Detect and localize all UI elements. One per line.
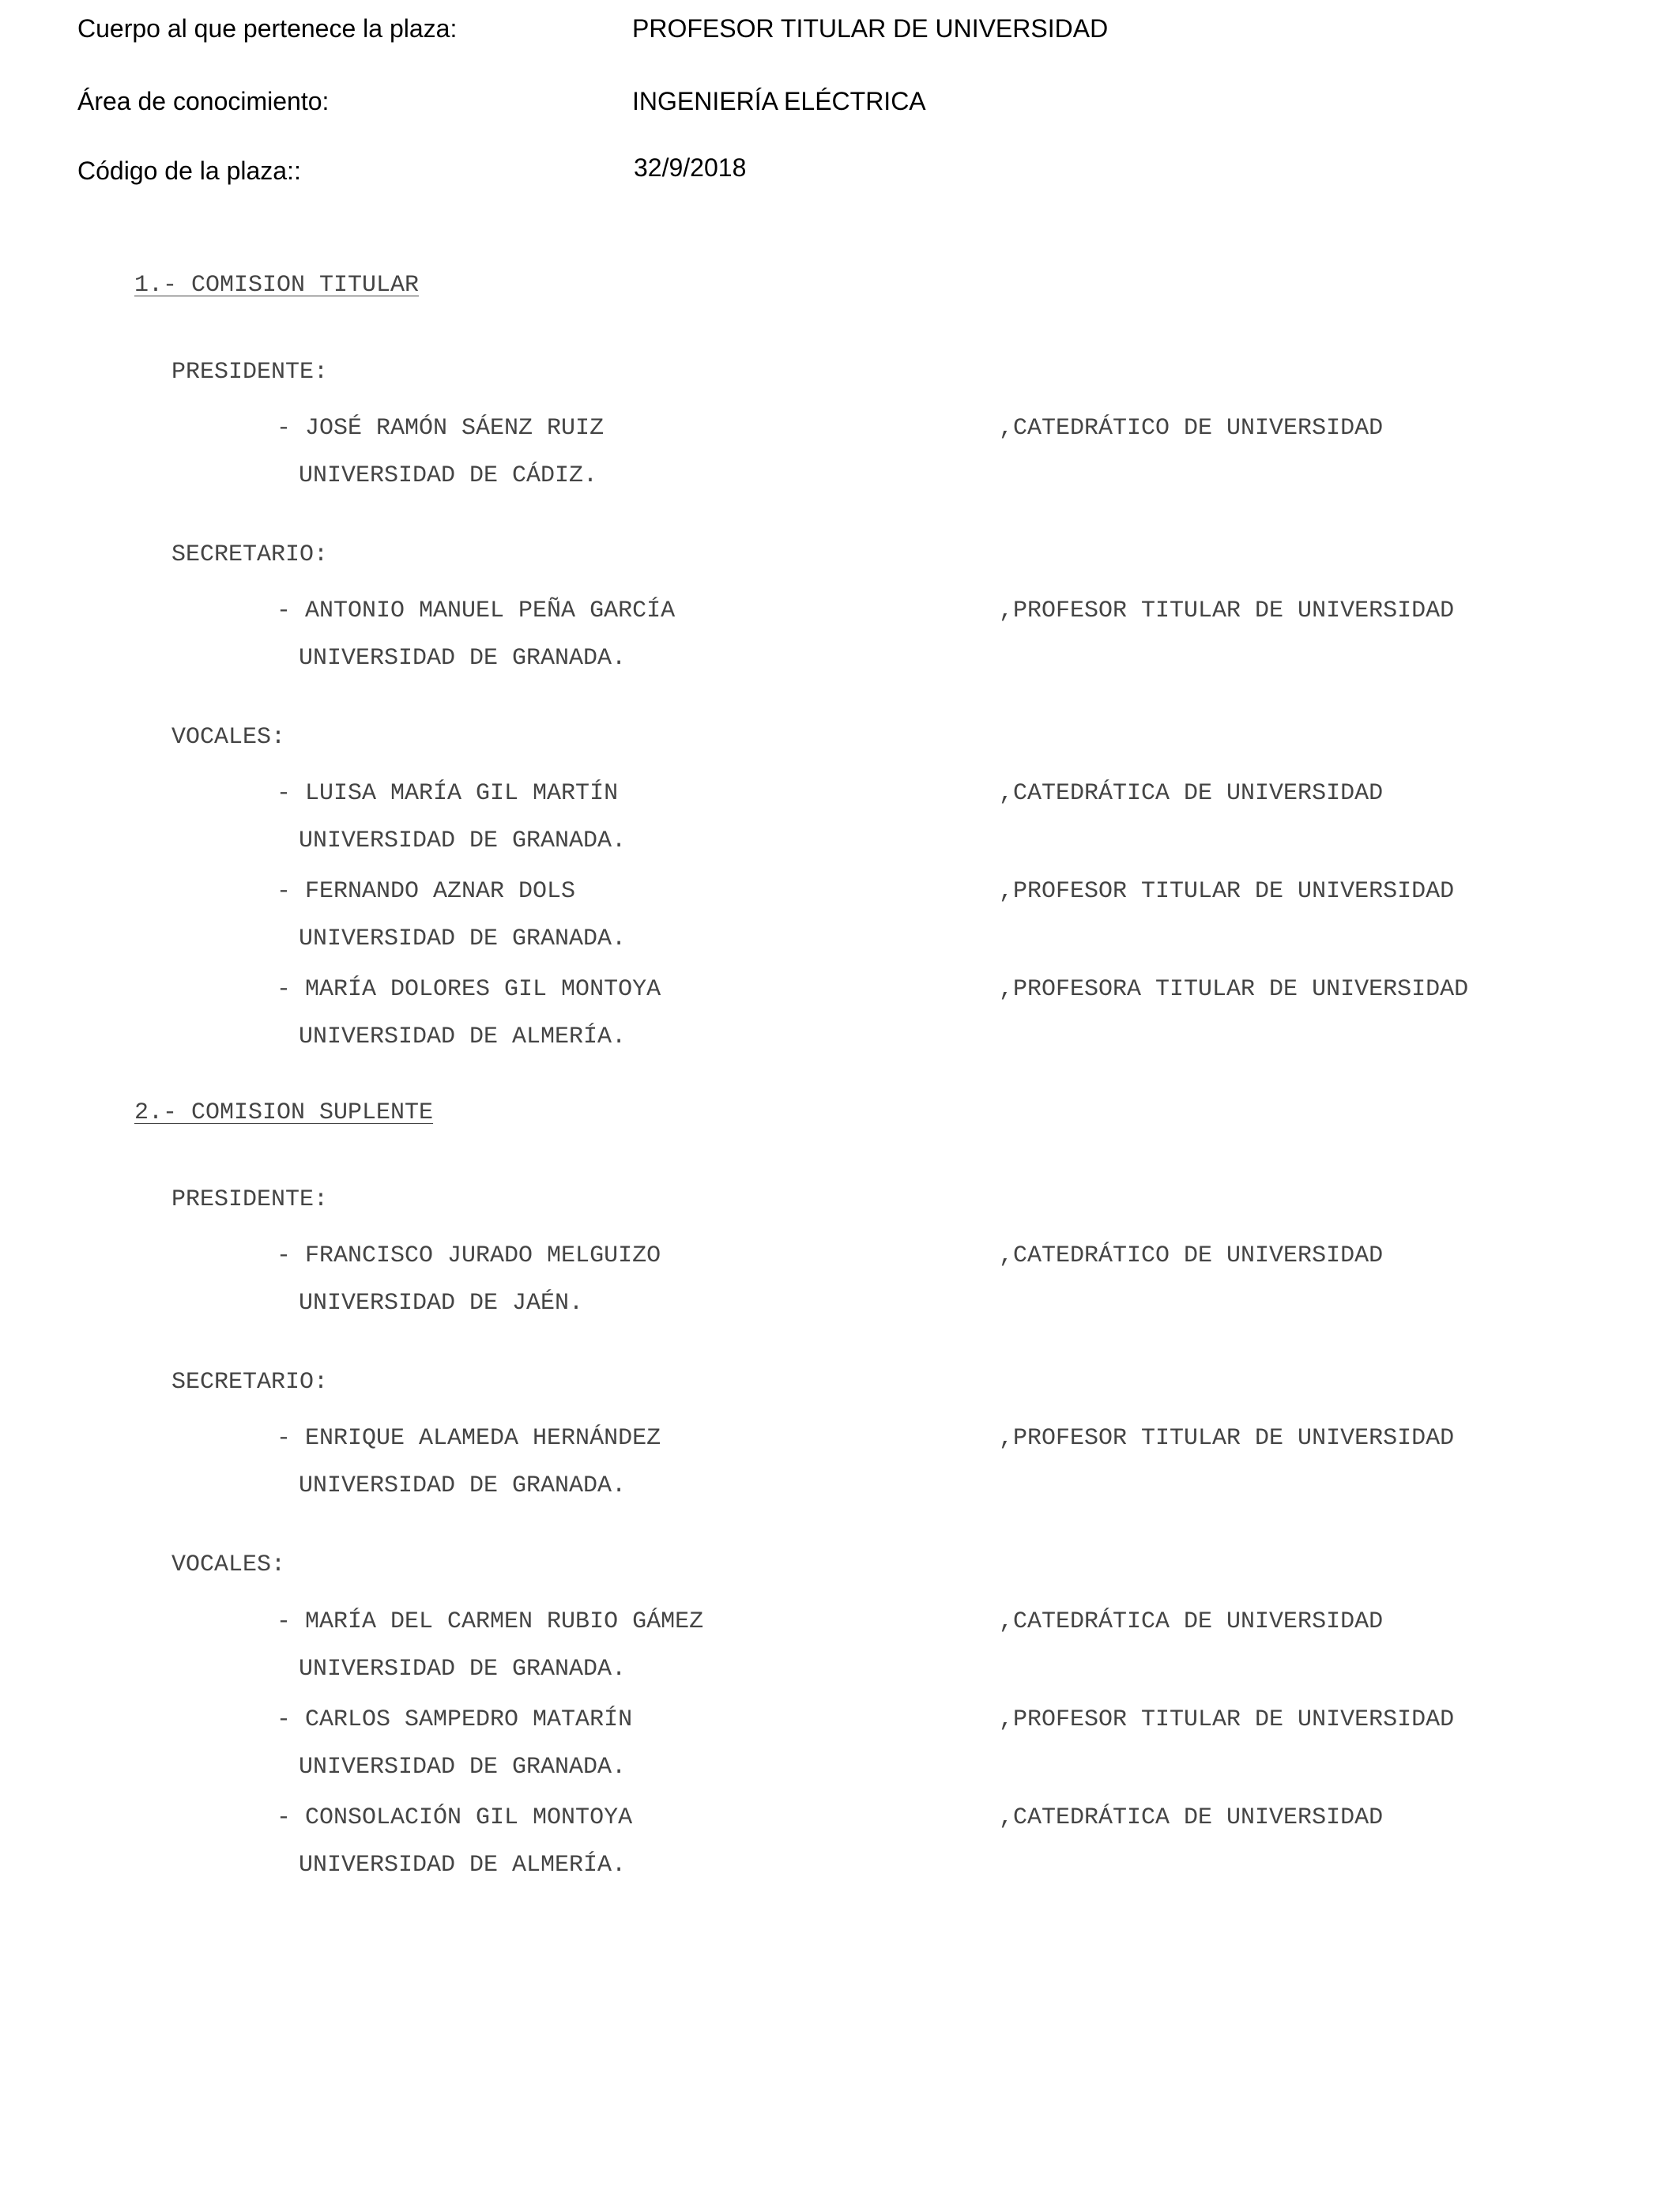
titular-presidente-label: PRESIDENTE: bbox=[171, 359, 329, 386]
cuerpo-value: PROFESOR TITULAR DE UNIVERSIDAD bbox=[632, 14, 1109, 43]
titular-secretario-role: ,PROFESOR TITULAR DE UNIVERSIDAD bbox=[999, 598, 1455, 624]
titular-vocal-2-university: UNIVERSIDAD DE GRANADA. bbox=[299, 925, 627, 952]
suplente-secretario-role: ,PROFESOR TITULAR DE UNIVERSIDAD bbox=[999, 1425, 1455, 1452]
titular-vocal-1-university: UNIVERSIDAD DE GRANADA. bbox=[299, 827, 627, 854]
suplente-presidente-name: - FRANCISCO JURADO MELGUIZO bbox=[277, 1242, 661, 1269]
titular-vocal-3-role: ,PROFESORA TITULAR DE UNIVERSIDAD bbox=[999, 976, 1469, 1003]
area-label: Área de conocimiento: bbox=[77, 87, 330, 115]
cuerpo-label: Cuerpo al que pertenece la plaza: bbox=[77, 14, 458, 43]
titular-secretario-name: - ANTONIO MANUEL PEÑA GARCÍA bbox=[277, 598, 676, 624]
titular-vocal-3-university: UNIVERSIDAD DE ALMERÍA. bbox=[299, 1023, 627, 1050]
titular-vocal-2-name: - FERNANDO AZNAR DOLS bbox=[277, 878, 576, 905]
suplente-vocal-3-role: ,CATEDRÁTICA DE UNIVERSIDAD bbox=[999, 1804, 1384, 1831]
titular-vocal-1-name: - LUISA MARÍA GIL MARTÍN bbox=[277, 780, 619, 807]
suplente-vocal-2-role: ,PROFESOR TITULAR DE UNIVERSIDAD bbox=[999, 1706, 1455, 1733]
codigo-value: 32/9/2018 bbox=[634, 153, 747, 182]
titular-presidente-name: - JOSÉ RAMÓN SÁENZ RUIZ bbox=[277, 415, 605, 442]
suplente-presidente-label: PRESIDENTE: bbox=[171, 1186, 329, 1213]
titular-presidente-role: ,CATEDRÁTICO DE UNIVERSIDAD bbox=[999, 415, 1384, 442]
suplente-secretario-university: UNIVERSIDAD DE GRANADA. bbox=[299, 1472, 627, 1499]
suplente-presidente-role: ,CATEDRÁTICO DE UNIVERSIDAD bbox=[999, 1242, 1384, 1269]
suplente-vocal-1-university: UNIVERSIDAD DE GRANADA. bbox=[299, 1656, 627, 1683]
titular-presidente-university: UNIVERSIDAD DE CÁDIZ. bbox=[299, 462, 598, 489]
titular-vocal-1-role: ,CATEDRÁTICA DE UNIVERSIDAD bbox=[999, 780, 1384, 807]
codigo-label: Código de la plaza:: bbox=[77, 156, 301, 185]
titular-vocal-3-name: - MARÍA DOLORES GIL MONTOYA bbox=[277, 976, 661, 1003]
suplente-heading: 2.- COMISION SUPLENTE bbox=[134, 1099, 434, 1126]
suplente-secretario-name: - ENRIQUE ALAMEDA HERNÁNDEZ bbox=[277, 1425, 661, 1452]
titular-vocal-2-role: ,PROFESOR TITULAR DE UNIVERSIDAD bbox=[999, 878, 1455, 905]
suplente-vocal-2-name: - CARLOS SAMPEDRO MATARÍN bbox=[277, 1706, 633, 1733]
titular-secretario-university: UNIVERSIDAD DE GRANADA. bbox=[299, 645, 627, 672]
suplente-vocal-3-university: UNIVERSIDAD DE ALMERÍA. bbox=[299, 1852, 627, 1879]
titular-vocales-label: VOCALES: bbox=[171, 724, 286, 751]
suplente-vocal-1-role: ,CATEDRÁTICA DE UNIVERSIDAD bbox=[999, 1608, 1384, 1635]
suplente-vocales-label: VOCALES: bbox=[171, 1551, 286, 1578]
suplente-vocal-2-university: UNIVERSIDAD DE GRANADA. bbox=[299, 1754, 627, 1781]
suplente-presidente-university: UNIVERSIDAD DE JAÉN. bbox=[299, 1290, 584, 1317]
suplente-vocal-1-name: - MARÍA DEL CARMEN RUBIO GÁMEZ bbox=[277, 1608, 704, 1635]
titular-heading: 1.- COMISION TITULAR bbox=[134, 272, 420, 299]
area-value: INGENIERÍA ELÉCTRICA bbox=[632, 87, 926, 115]
suplente-secretario-label: SECRETARIO: bbox=[171, 1369, 329, 1396]
titular-secretario-label: SECRETARIO: bbox=[171, 541, 329, 568]
suplente-vocal-3-name: - CONSOLACIÓN GIL MONTOYA bbox=[277, 1804, 633, 1831]
